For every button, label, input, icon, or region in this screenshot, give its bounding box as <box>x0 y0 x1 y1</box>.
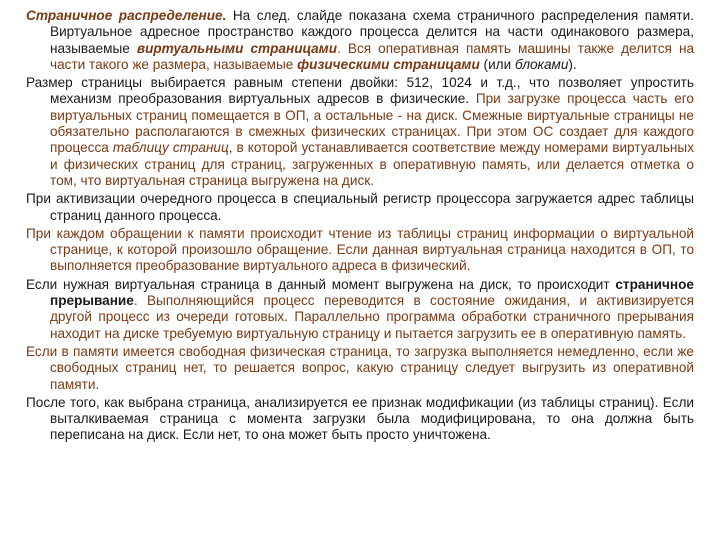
term-physical-pages: физическими страницами <box>297 56 480 72</box>
p1-text-a: На след. слайде показана схема страничного распределения памяти. Виртуальное адресное пространство каждого процесса делится на части одинакового размера, называемые <box>50 8 694 56</box>
paragraph-3: При активизации очередного процесса в специальный регистр процессора загружается адрес таблицы страниц данного процесса. <box>26 191 694 223</box>
section-title: Страничное распределение. <box>26 8 227 23</box>
p5-text-a: Если нужная виртуальная страница в данный момент выгружена на диск, то происходит <box>26 276 616 292</box>
term-blocks: блоками <box>514 56 569 72</box>
slide-text <box>26 8 694 446</box>
paragraph-7: После того, как выбрана страница, анализируется ее признак модификации (из таблицы страниц). Если выталкиваемая страница с момента загрузки была модифицирована, то она должна быть переписана на диск. Если нет, то она может быть просто уничтожена. <box>26 394 694 443</box>
paragraph-6: Если в памяти имеется свободная физическая страница, то загрузка выполняется немедленно, если же свободных страниц нет, то решается вопрос, какую страницу следует выгрузить из оперативной памяти. <box>26 343 694 392</box>
paragraph-4: При каждом обращении к памяти происходит чтение из таблицы страниц информации о виртуальной странице, к которой произошло обращение. Если данная виртуальная страница находится в ОП, то выполняется преобразование виртуального адреса в физический. <box>26 225 694 274</box>
p1-text-b: . Вся оперативная память машины также делится на части такого же размера, называемые <box>50 40 695 72</box>
p2-text-a: Размер страницы выбирается равным степени двойки: 512, 1024 и т.д., что позволяет упростить механизм преобразования виртуальных адресов в физические. <box>26 75 694 107</box>
p2-text-b: При загрузке процесса часть его виртуальных страниц помещается в ОП, а остальные - на диск. Смежные виртуальные страницы не обязательно располагаются в смежных физических страницах. <box>50 91 694 140</box>
p2-text-d: , в которой устанавливается соответствие между номерами виртуальных и физических страниц для страниц, загруженных в оперативную память, или делается отметка о том, что виртуальная страница выгружена на диск. <box>50 140 694 188</box>
p2-text-c: При этом ОС создает для каждого процесса <box>50 124 694 156</box>
term-page-table: таблицу страниц <box>112 140 229 156</box>
p5-text-b: . Выполняющийся процесс переводится в состояние ожидания, и активизируется другой процесс из очереди готовых. Параллельно программа обработки страничного прерывания находит на диске требуемую виртуальную страницу и пытается загрузить ее в оперативную память. <box>50 293 694 341</box>
paragraph-5 <box>26 277 694 342</box>
paragraph-1 <box>26 8 694 73</box>
term-virtual-pages: виртуальными страницами <box>136 40 338 56</box>
paragraph-2 <box>26 75 694 189</box>
p1-text-c: (или <box>479 56 515 72</box>
p1-text-d: ). <box>568 56 577 72</box>
term-page-fault: страничное прерывание <box>50 276 694 309</box>
